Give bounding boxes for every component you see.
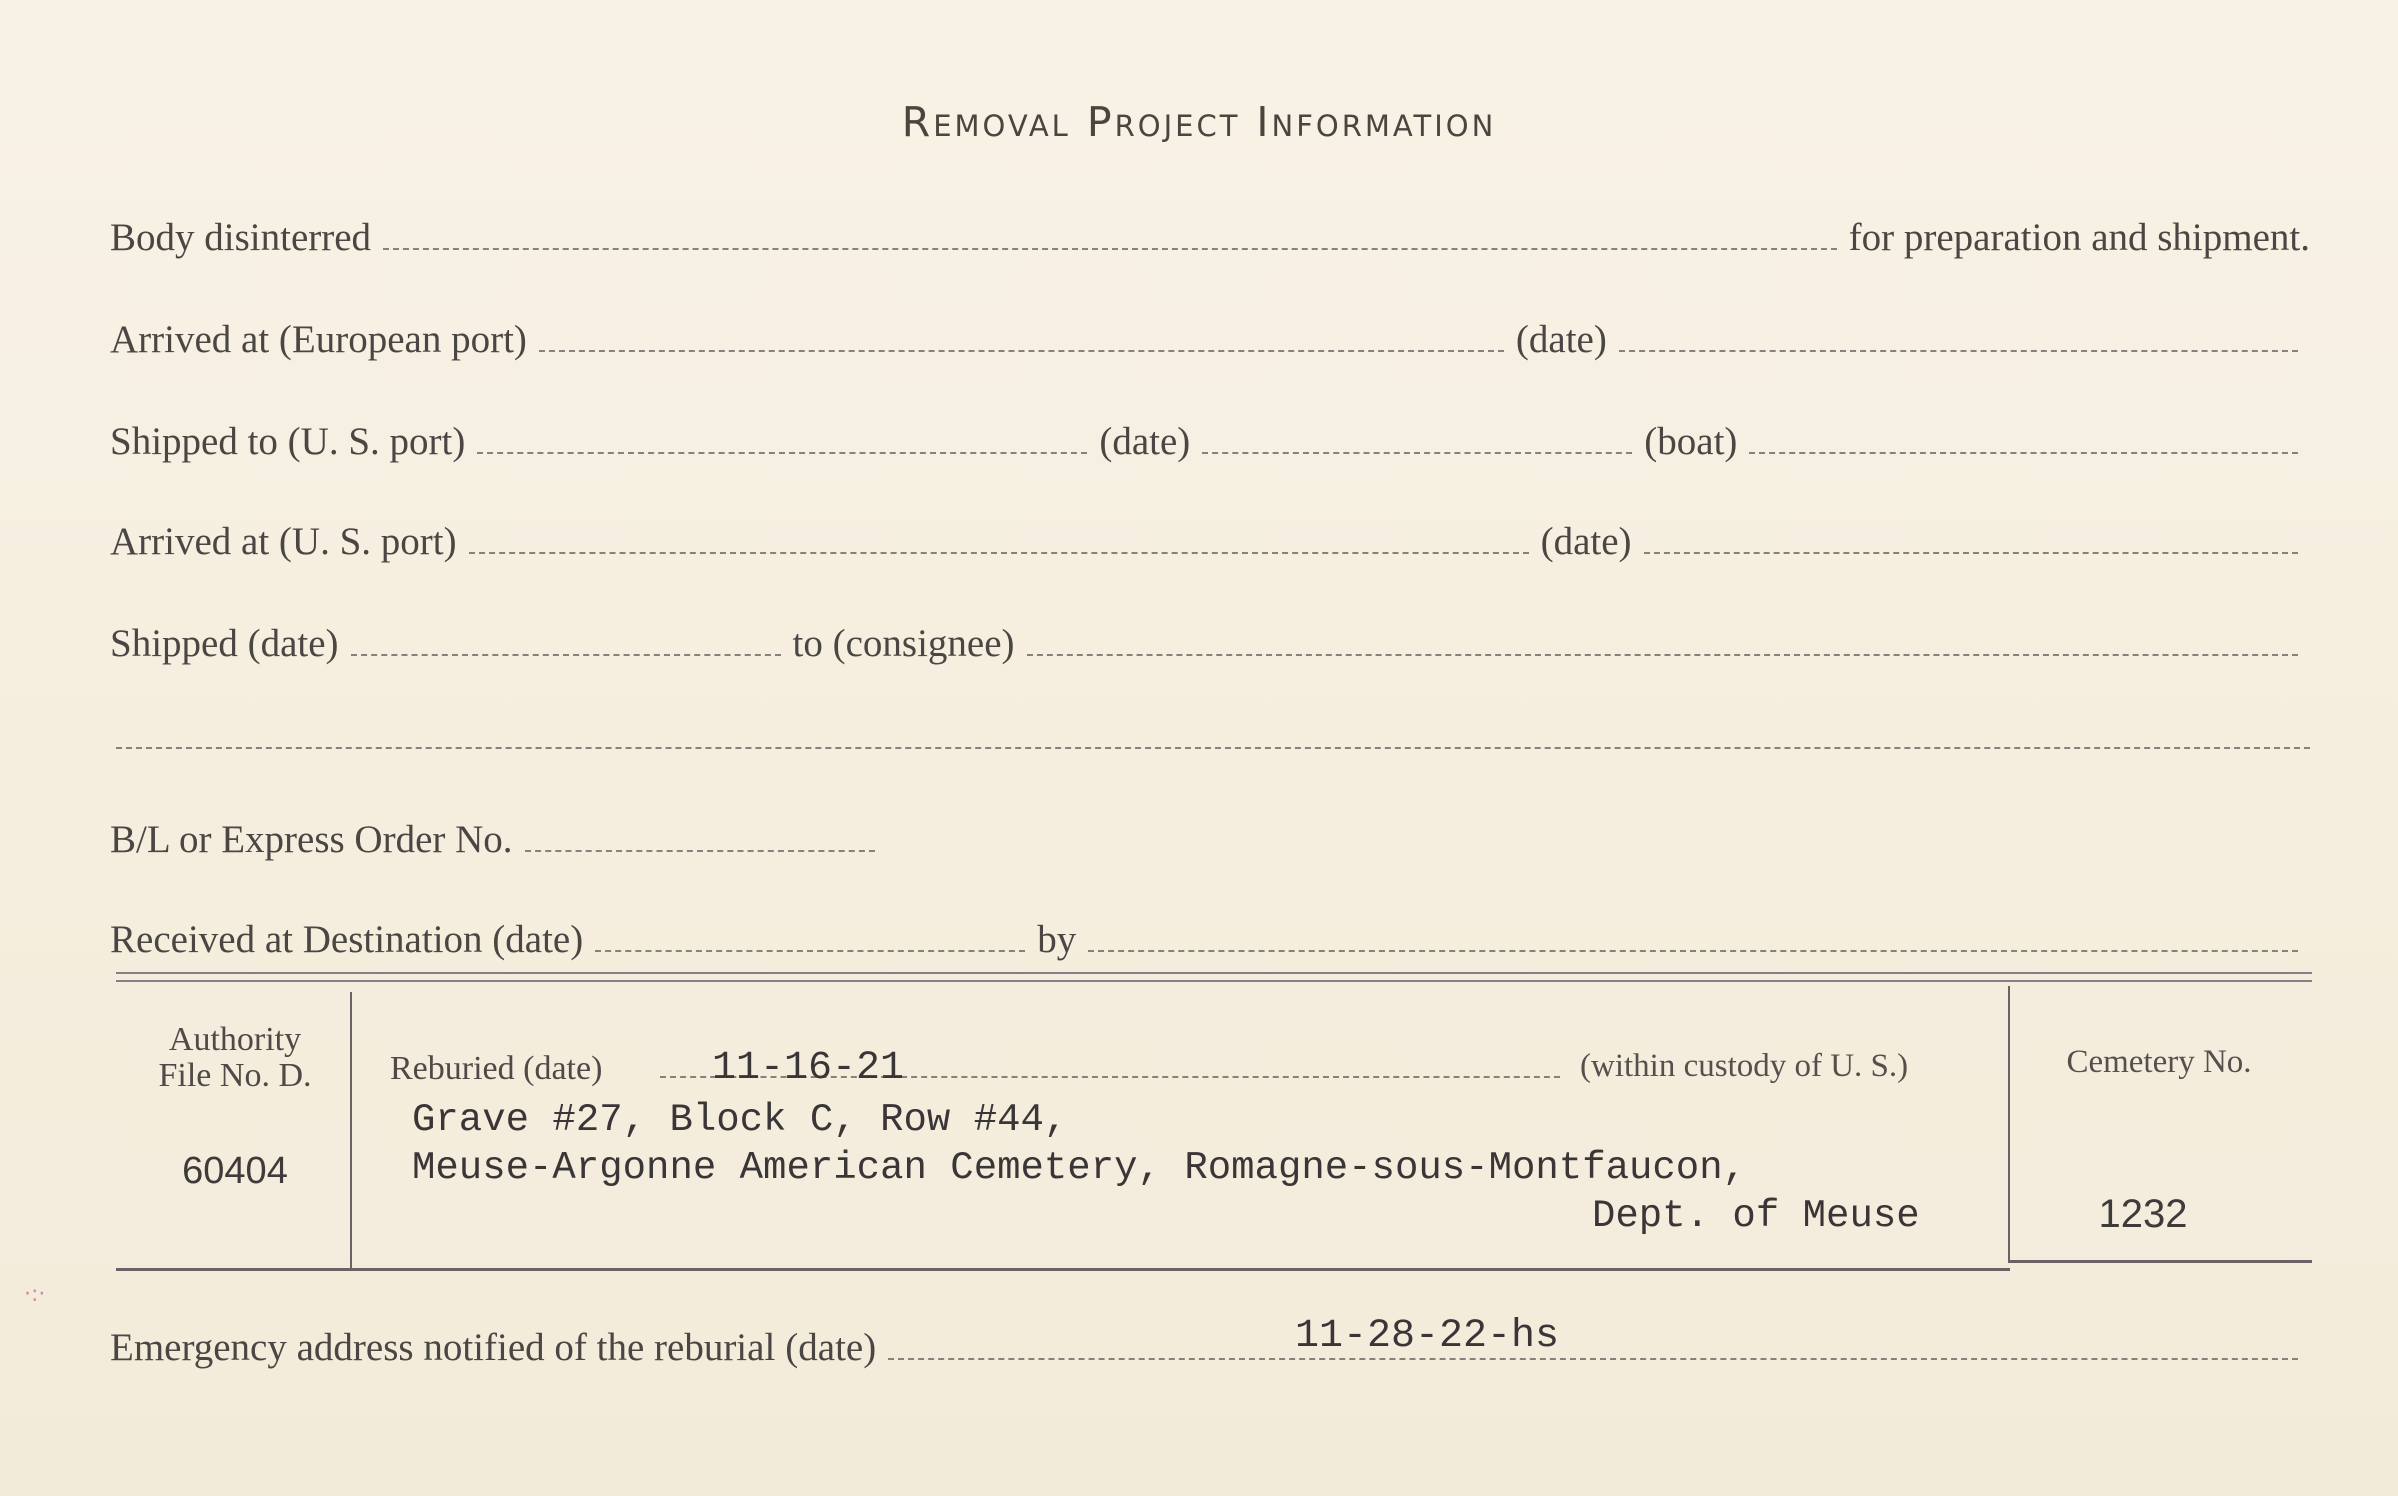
field-arrived-us-date: [1644, 552, 2298, 554]
label-shipped-date2: Shipped (date): [110, 622, 339, 665]
authority-label: [120, 1022, 350, 1094]
label-arrived-european-date: (date): [1515, 318, 1607, 361]
row-shipped-us-port: [110, 410, 2310, 466]
separator-line-bottom: [116, 980, 2312, 982]
row-body-disinterred: [110, 206, 2310, 262]
field-received-date: [595, 950, 1025, 952]
field-consignee-continued: [116, 747, 2310, 749]
field-body-disinterred: [383, 248, 1837, 250]
field-boat: [1749, 452, 2298, 454]
reburied-date-value: 11-16-21: [712, 1046, 905, 1091]
emergency-date-value: 11-28-22-hs: [1295, 1314, 1560, 1359]
row-bl-order: [110, 808, 2310, 864]
grave-location-line2: Meuse-Argonne American Cemetery, Romagne-sous-Montfaucon,: [412, 1146, 1747, 1190]
grave-location-line1: Grave #27, Block C, Row #44,: [412, 1098, 1068, 1142]
row-arrived-us-port: [110, 510, 2310, 566]
label-by: by: [1037, 918, 1077, 961]
field-received-by: [1088, 950, 2298, 952]
section-bottom-line: [116, 1268, 2010, 1271]
field-consignee: [1027, 654, 2298, 656]
label-shipped-date: (date): [1099, 420, 1191, 463]
field-emergency-date: [888, 1358, 2298, 1360]
authority-label-line2: File No. D.: [158, 1057, 312, 1094]
field-us-port: [477, 452, 1087, 454]
grave-location-line3: Dept. of Meuse: [1592, 1194, 1920, 1238]
separator-line-top: [116, 972, 2312, 974]
section-bottom-line-right: [2008, 1260, 2312, 1263]
label-arrived-us-port: Arrived at (U. S. port): [110, 520, 457, 563]
field-shipped-date2: [351, 654, 781, 656]
ink-mark: ·:·: [24, 1282, 46, 1307]
section-divider-left: [350, 992, 352, 1268]
label-arrived-us-date: (date): [1540, 520, 1632, 563]
row-shipped-consignee: [110, 612, 2310, 668]
label-custody: (within custody of U. S.): [1580, 1048, 1909, 1084]
card-title: Removal Project Information: [901, 98, 1497, 146]
label-boat: (boat): [1644, 420, 1738, 463]
label-arrived-european: Arrived at (European port): [110, 318, 527, 361]
cemetery-number-value: 1232: [2098, 1192, 2188, 1236]
row-received-destination: [110, 908, 2310, 964]
label-bl-order: B/L or Express Order No.: [110, 818, 513, 861]
label-consignee: to (consignee): [792, 622, 1015, 665]
authority-label-line1: Authority: [168, 1021, 302, 1058]
row-arrived-european: [110, 308, 2310, 364]
label-body-disinterred: Body disinterred: [110, 216, 372, 259]
label-cemetery-number: Cemetery No.: [2066, 1044, 2252, 1080]
field-arrived-us-port: [469, 552, 1529, 554]
field-european-port: [539, 350, 1504, 352]
field-bl-order: [525, 850, 875, 852]
label-emergency-date: (date): [785, 1326, 877, 1369]
label-reburied-date: Reburied (date): [390, 1050, 603, 1087]
authority-file-number: 60404: [182, 1150, 288, 1192]
field-shipped-date: [1202, 452, 1632, 454]
field-european-date: [1619, 350, 2298, 352]
label-received-destination: Received at Destination (date): [110, 918, 584, 961]
label-emergency-address: Emergency address notified of the reburial: [110, 1326, 776, 1369]
label-prep-shipment: for preparation and shipment.: [1848, 216, 2310, 259]
row-emergency-address: [110, 1316, 2310, 1372]
label-shipped-us-port: Shipped to (U. S. port): [110, 420, 466, 463]
